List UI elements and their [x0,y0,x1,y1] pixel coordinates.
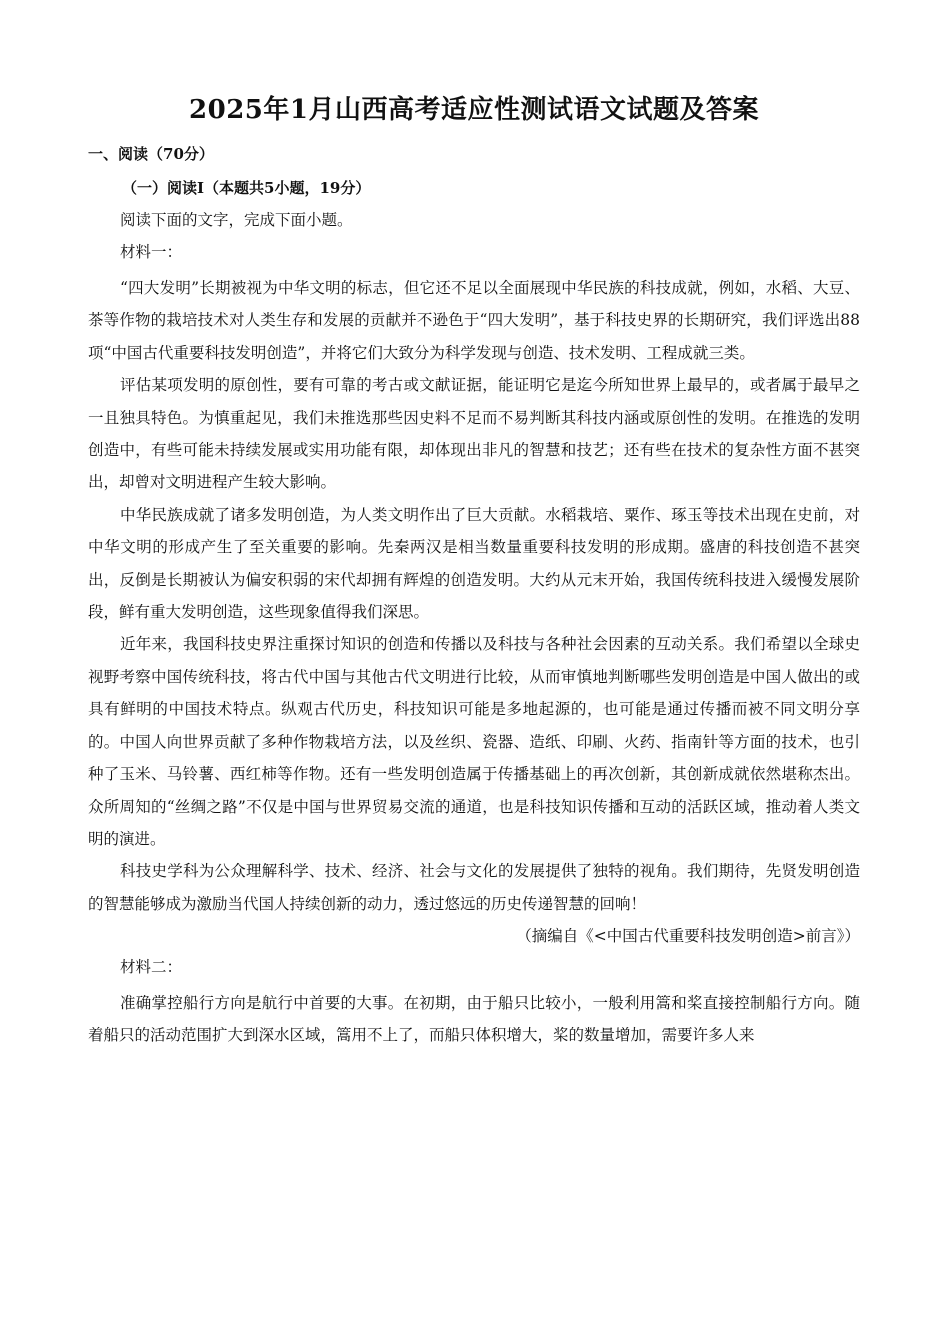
document-page [88,92,860,1051]
material-1-paragraph: 科技史学科为公众理解科学、技术、经济、社会与文化的发展提供了独特的视角。我们期待，先贤发明创造的智慧能够成为激励当代国人持续创新的动力，透过悠远的历史传递智慧的回响！ [88,862,860,913]
material-1-paragraph: “四大发明”长期被视为中华文明的标志，但它还不足以全面展现中华民族的科技成就，例如，水稻、大豆、茶等作物的栽培技术对人类生存和发展的贡献并不逊色于“四大发明”，基于科技史界的长期研究，我们评选出88项“中国古代重要科技发明创造”，并将它们大致分为科学发现与创造、技术发明、工程成就三类。 [88,279,860,362]
material-1-paragraph: 中华民族成就了诸多发明创造，为人类文明作出了巨大贡献。水稻栽培、粟作、琢玉等技术出现在史前，对中华文明的形成产生了至关重要的影响。先秦两汉是相当数量重要科技发明的形成期。盛唐的科技创造不甚突出，反倒是长期被认为偏安积弱的宋代却拥有辉煌的创造发明。大约从元末开始，我国传统科技进入缓慢发展阶段，鲜有重大发明创造，这些现象值得我们深思。 [88,505,860,622]
material-1-paragraph: 近年来，我国科技史界注重探讨知识的创造和传播以及科技与各种社会因素的互动关系。我们希望以全球史视野考察中国传统科技，将古代中国与其他古代文明进行比较，从而审慎地判断哪些发明创造是中国人做出的或具有鲜明的中国技术特点。纵观古代历史，科技知识可能是多地起源的，也可能是通过传播而被不同文明分享的。中国人向世界贡献了多种作物栽培方法，以及丝织、瓷器、造纸、印刷、火药、指南针等方面的技术，也引种了玉米、马铃薯、西红柿等作物。还有一些发明创造属于传播基础上的再次创新，其创新成就依然堪称杰出。众所周知的“丝绸之路”不仅是中国与世界贸易交流的通道，也是科技知识传播和互动的活跃区域，推动着人类文明的演进。 [88,635,860,848]
material-2-label: 材料二： [120,957,183,976]
material-2-paragraph: 准确掌控船行方向是航行中首要的大事。在初期，由于船只比较小，一般利用篙和桨直接控制船行方向。随着船只的活动范围扩大到深水区域，篙用不上了，而船只体积增大，桨的数量增加，需要许多人来 [88,993,860,1044]
document-title: 2025年1月山西高考适应性测试语文试题及答案 [189,95,759,125]
material-1-paragraph: 评估某项发明的原创性，要有可靠的考古或文献证据，能证明它是迄今所知世界上最早的，或者属于最早之一且独具特色。为慎重起见，我们未推选那些因史料不足而不易判断其科技内涵或原创性的发明。在推选的发明创造中，有些可能未持续发展或实用功能有限，却体现出非凡的智慧和技艺；还有些在技术的复杂性方面不甚突出，却曾对文明进程产生较大影响。 [88,376,860,492]
section-heading-reading: 一、阅读（70分） [88,145,214,163]
subsection-heading-reading-1: （一）阅读Ⅰ（本题共5小题，19分） [122,179,371,197]
material-1-label: 材料一： [120,243,183,261]
material-1-source: （摘编自《<中国古代重要科技发明创造>前言》） [516,927,860,946]
instruction-text: 阅读下面的文字，完成下面小题。 [120,211,353,229]
